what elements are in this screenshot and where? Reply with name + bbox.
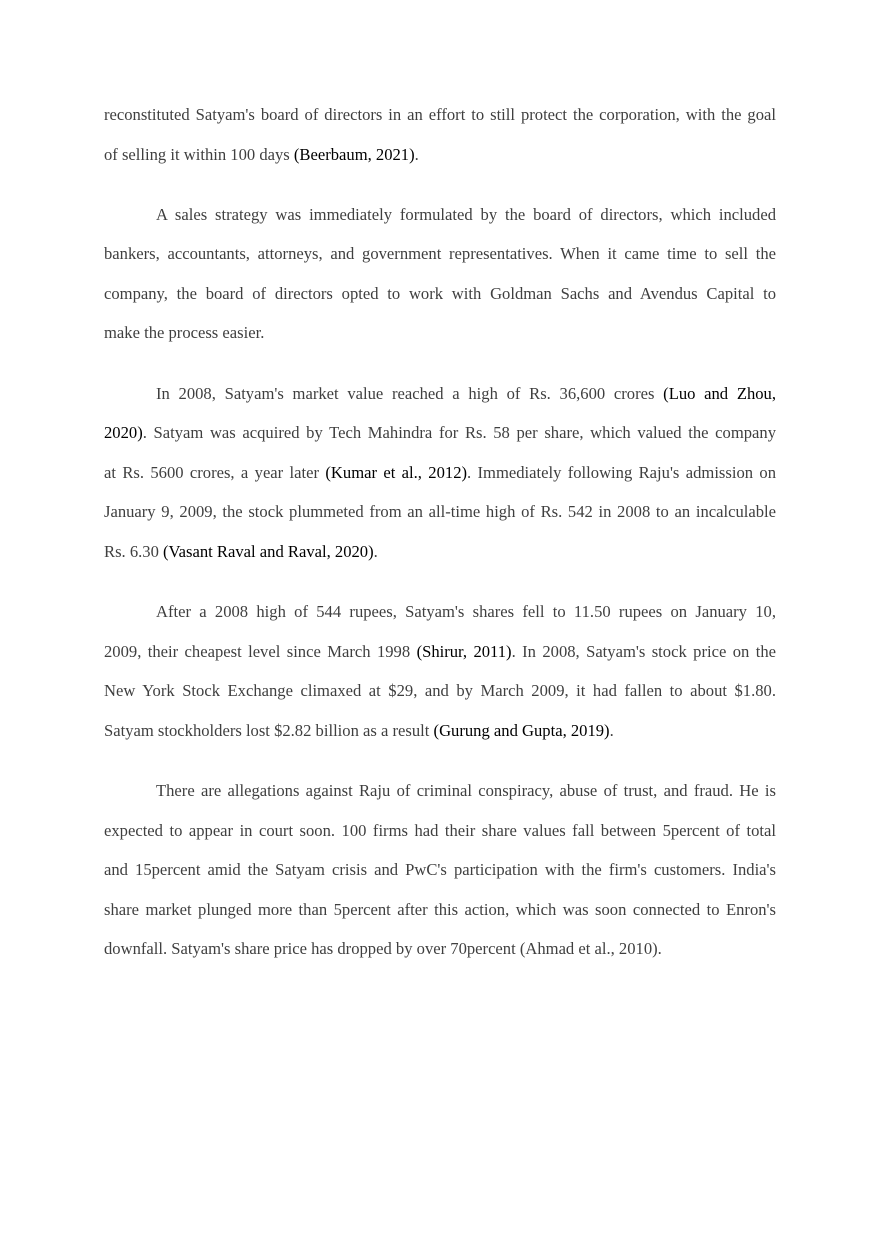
text-segment: . In 2008, Satyam's stock price on the (511, 641, 776, 661)
text-segment: bankers, accountants, attorneys, and government representatives. When it came time to sell the (104, 244, 776, 264)
text-segment: January 9, 2009, the stock plummeted from an all-time high of Rs. 542 in 2008 to an incalculable (104, 502, 776, 522)
text-segment: New York Stock Exchange climaxed at $29, and by March 2009, it had fallen to about $1.80. (104, 681, 776, 701)
text-segment: 2009, their cheapest level since March 1998 (104, 641, 417, 661)
citation: (Luo and Zhou, (663, 383, 777, 403)
text-line (104, 419, 776, 459)
text-line (104, 638, 776, 678)
citation: 2020) (104, 423, 143, 443)
text-segment: . Immediately following Raju's admission on (467, 462, 776, 482)
text-line (104, 141, 776, 181)
paragraph (104, 598, 776, 756)
text-line (104, 498, 776, 538)
text-segment: at Rs. 5600 crores, a year later (104, 462, 326, 482)
text-line (104, 817, 776, 857)
text-line (104, 201, 776, 241)
text-line (104, 538, 776, 578)
text-segment: downfall. Satyam's share price has dropped by over 70percent (Ahmad et al., 2010). (104, 939, 662, 959)
text-line (104, 101, 776, 141)
text-line (104, 240, 776, 280)
text-line (104, 598, 776, 638)
paragraph (104, 380, 776, 578)
text-segment: of selling it within 100 days (104, 144, 294, 164)
text-line (104, 856, 776, 896)
citation: (Shirur, 2011) (416, 641, 512, 661)
text-segment: reconstituted Satyam's board of directors in an effort to still protect the corporation, with the goal (104, 105, 776, 124)
text-line (104, 380, 776, 420)
text-segment: company, the board of directors opted to work with Goldman Sachs and Avendus Capital to (104, 283, 776, 303)
document-body (104, 101, 776, 995)
citation: (Kumar et al., 2012) (325, 462, 468, 482)
text-line (104, 935, 776, 975)
text-line (104, 777, 776, 817)
paragraph (104, 777, 776, 975)
text-line (104, 717, 776, 757)
paragraph (104, 101, 776, 180)
text-line (104, 677, 776, 717)
text-line (104, 896, 776, 936)
citation: (Beerbaum, 2021) (293, 144, 415, 164)
citation: (Vasant Raval and Raval, 2020) (163, 541, 374, 561)
text-segment: In 2008, Satyam's market value reached a high of Rs. 36,600 crores (156, 383, 664, 403)
text-segment: Rs. 6.30 (104, 541, 164, 561)
text-line (104, 319, 776, 359)
text-segment: There are allegations against Raju of criminal conspiracy, abuse of trust, and fraud. He is (156, 780, 776, 800)
citation: (Gurung and Gupta, 2019) (433, 720, 610, 740)
text-segment: make the process easier. (104, 323, 265, 343)
text-segment: A sales strategy was immediately formulated by the board of directors, which included (156, 204, 776, 224)
text-line (104, 280, 776, 320)
text-segment: expected to appear in court soon. 100 firms had their share values fall between 5percent of total (104, 820, 776, 840)
text-line (104, 459, 776, 499)
text-segment: share market plunged more than 5percent after this action, which was soon connected to Enron's (104, 899, 776, 919)
paragraph (104, 201, 776, 359)
text-segment: . (609, 720, 614, 740)
text-segment: After a 2008 high of 544 rupees, Satyam's shares fell to 11.50 rupees on January 10, (156, 602, 776, 622)
text-segment: Satyam stockholders lost $2.82 billion as a result (104, 720, 434, 740)
text-segment: . Satyam was acquired by Tech Mahindra for Rs. 58 per share, which valued the company (142, 423, 776, 443)
text-segment: . (373, 541, 378, 561)
text-segment: . (414, 144, 419, 164)
text-segment: and 15percent amid the Satyam crisis and PwC's participation with the firm's customers. India's (104, 860, 776, 880)
